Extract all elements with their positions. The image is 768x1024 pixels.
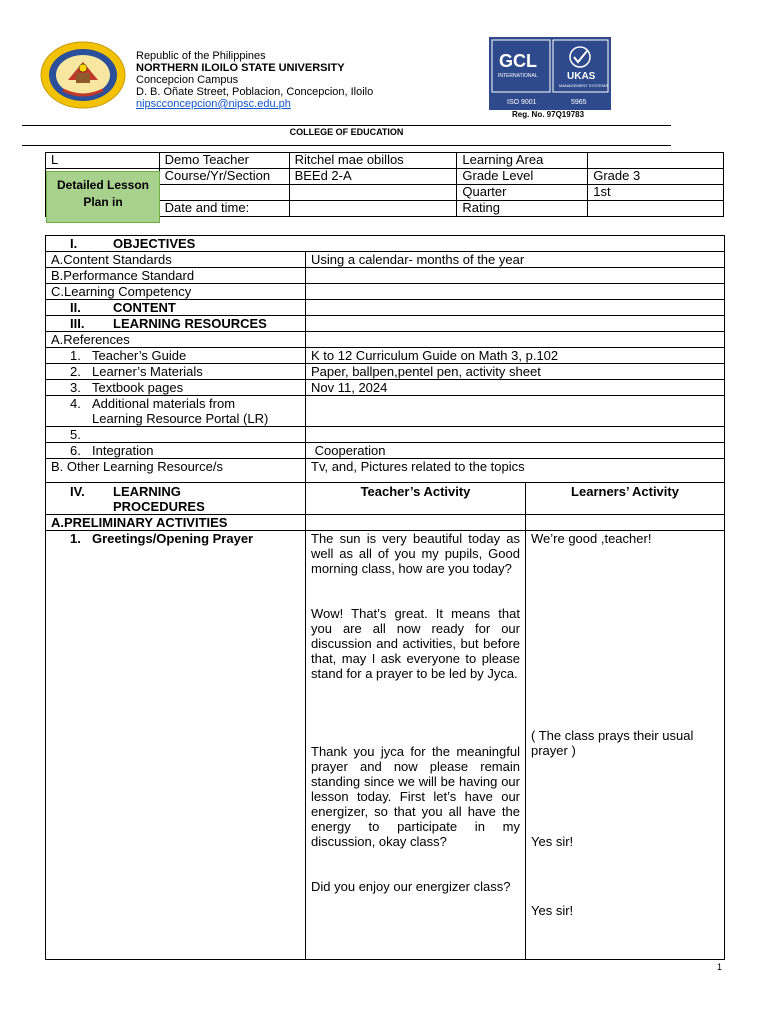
rating-value bbox=[588, 201, 724, 217]
other-resources-label: B. Other Learning Resource/s bbox=[46, 459, 306, 483]
item-five-label bbox=[46, 427, 306, 443]
header-divider-bottom bbox=[22, 145, 671, 146]
learners-activity-cell bbox=[526, 531, 725, 960]
svg-text:5965: 5965 bbox=[571, 99, 587, 106]
section-title: CONTENT bbox=[113, 300, 176, 315]
learning-area-value bbox=[588, 153, 724, 169]
list-number: 4. bbox=[70, 396, 81, 411]
svg-text:INTERNATIONAL: INTERNATIONAL bbox=[498, 73, 538, 79]
college-name: COLLEGE OF EDUCATION bbox=[289, 127, 404, 137]
quarter-label: Quarter bbox=[457, 185, 588, 201]
list-label: Textbook pages bbox=[92, 380, 184, 395]
l-label-cell: L bbox=[46, 153, 160, 169]
section-number: II. bbox=[70, 300, 81, 315]
list-number: 1. bbox=[70, 348, 81, 363]
grade-level-label: Grade Level bbox=[457, 169, 588, 185]
demo-teacher-value: Ritchel mae obillos bbox=[289, 153, 457, 169]
integration-value: Cooperation bbox=[306, 443, 725, 459]
date-label: Date and time: bbox=[159, 201, 289, 217]
section-title: LEARNING bbox=[113, 484, 181, 499]
svg-text:MANAGEMENT SYSTEMS: MANAGEMENT SYSTEMS bbox=[559, 83, 608, 88]
learner-line: Yes sir! bbox=[531, 834, 574, 849]
list-label-continued: Learning Resource Portal (LR) bbox=[92, 411, 269, 426]
university-seal-logo bbox=[38, 40, 128, 110]
resources-value bbox=[306, 316, 725, 332]
empty-cell bbox=[306, 515, 526, 531]
university-info bbox=[136, 50, 373, 110]
references-value bbox=[306, 332, 725, 348]
learners-materials-label bbox=[46, 364, 306, 380]
list-label: Integration bbox=[92, 443, 154, 458]
empty-cell bbox=[526, 515, 725, 531]
iso-certification-logo bbox=[489, 37, 611, 110]
integration-label bbox=[46, 443, 306, 459]
other-resources-value: Tv, and, Pictures related to the topics bbox=[306, 459, 725, 483]
procedures-heading bbox=[46, 483, 306, 515]
learners-materials-value: Paper, ballpen,pentel pen, activity sheet bbox=[306, 364, 725, 380]
teacher-line: Thank you jyca for the meaningful prayer and now please remain standing since we will be having our lesson today. First let’s have our energizer, so that you all have the energy to participate in my discussion, okay class? bbox=[311, 744, 520, 849]
additional-materials-label bbox=[46, 396, 306, 427]
content-value bbox=[306, 300, 725, 316]
svg-text:UKAS: UKAS bbox=[567, 71, 596, 82]
section-title-continued: PROCEDURES bbox=[113, 499, 205, 514]
item-five-value bbox=[306, 427, 725, 443]
svg-text:ISO 9001: ISO 9001 bbox=[507, 99, 537, 106]
section-number: III. bbox=[70, 316, 85, 331]
teachers-guide-label bbox=[46, 348, 306, 364]
list-number: 3. bbox=[70, 380, 81, 395]
content-heading bbox=[46, 300, 306, 316]
list-label: Teacher’s Guide bbox=[92, 348, 187, 363]
resources-heading bbox=[46, 316, 306, 332]
learner-line: ( The class prays their usual prayer ) bbox=[531, 728, 694, 758]
performance-standard-label: B.Performance Standard bbox=[46, 268, 306, 284]
teacher-activity-cell bbox=[306, 531, 526, 960]
learning-competency-value bbox=[306, 284, 725, 300]
section-number: IV. bbox=[70, 484, 85, 499]
page-number: 1 bbox=[717, 962, 723, 972]
learning-competency-label: C.Learning Competency bbox=[46, 284, 306, 300]
university-address: D. B. Oñate Street, Poblacion, Concepcion, Iloilo bbox=[136, 86, 374, 98]
content-standards-value: Using a calendar- months of the year bbox=[306, 252, 725, 268]
email-link[interactable]: nipscconcepcion@nipsc.edu.ph bbox=[136, 98, 291, 110]
empty-cell bbox=[289, 185, 457, 201]
teacher-activity-header: Teacher’s Activity bbox=[306, 483, 526, 515]
textbook-pages-label bbox=[46, 380, 306, 396]
additional-materials-value bbox=[306, 396, 725, 427]
university-name: NORTHERN ILOILO STATE UNIVERSITY bbox=[136, 62, 345, 74]
quarter-value: 1st bbox=[588, 185, 724, 201]
rating-label: Rating bbox=[457, 201, 588, 217]
empty-cell bbox=[159, 185, 289, 201]
learner-line: We’re good ,teacher! bbox=[531, 531, 652, 546]
preliminary-activities-heading: A.PRELIMINARY ACTIVITIES bbox=[46, 515, 306, 531]
campus-name: Concepcion Campus bbox=[136, 74, 239, 86]
teacher-line: Wow! That’s great. It means that you are all now ready for our discussion and activities, but before that, may I ask everyone to please stand for a prayer to be led by Jyca. bbox=[311, 606, 520, 681]
list-number: 6. bbox=[70, 443, 81, 458]
detailed-lesson-plan-label: Detailed Lesson Plan in bbox=[46, 171, 160, 223]
teacher-line: Did you enjoy our energizer class? bbox=[311, 879, 511, 894]
list-label: Additional materials from bbox=[92, 396, 236, 411]
performance-standard-value bbox=[306, 268, 725, 284]
course-value: BEEd 2-A bbox=[289, 169, 457, 185]
grade-level-value: Grade 3 bbox=[588, 169, 724, 185]
republic-text: Republic of the Philippines bbox=[136, 50, 266, 62]
list-label: Learner’s Materials bbox=[92, 364, 203, 379]
greetings-label bbox=[46, 531, 306, 960]
learner-line: Yes sir! bbox=[531, 903, 574, 918]
section-number: I. bbox=[70, 236, 78, 251]
learning-area-label: Learning Area bbox=[457, 153, 588, 169]
registration-number: Reg. No. 97Q19783 bbox=[512, 110, 585, 119]
list-number: 2. bbox=[70, 364, 81, 379]
list-label: Greetings/Opening Prayer bbox=[92, 531, 254, 546]
teacher-line: The sun is very beautiful today as well as all of you my pupils, Good morning class, how are you today? bbox=[311, 531, 520, 576]
content-standards-label: A.Content Standards bbox=[46, 252, 306, 268]
references-label: A.References bbox=[46, 332, 306, 348]
objectives-heading bbox=[46, 236, 725, 252]
textbook-pages-value: Nov 11, 2024 bbox=[306, 380, 725, 396]
teachers-guide-value: K to 12 Curriculum Guide on Math 3, p.102 bbox=[306, 348, 725, 364]
svg-text:GCL: GCL bbox=[499, 51, 537, 71]
section-title: OBJECTIVES bbox=[113, 236, 196, 251]
course-label: Course/Yr/Section bbox=[159, 169, 289, 185]
demo-teacher-label: Demo Teacher bbox=[159, 153, 289, 169]
lesson-plan-table bbox=[45, 235, 725, 960]
header-divider-top bbox=[22, 125, 671, 126]
list-number: 1. bbox=[70, 531, 81, 546]
list-number: 5. bbox=[70, 427, 81, 442]
date-value bbox=[289, 201, 457, 217]
learners-activity-header: Learners’ Activity bbox=[526, 483, 725, 515]
section-title: LEARNING RESOURCES bbox=[113, 316, 267, 331]
